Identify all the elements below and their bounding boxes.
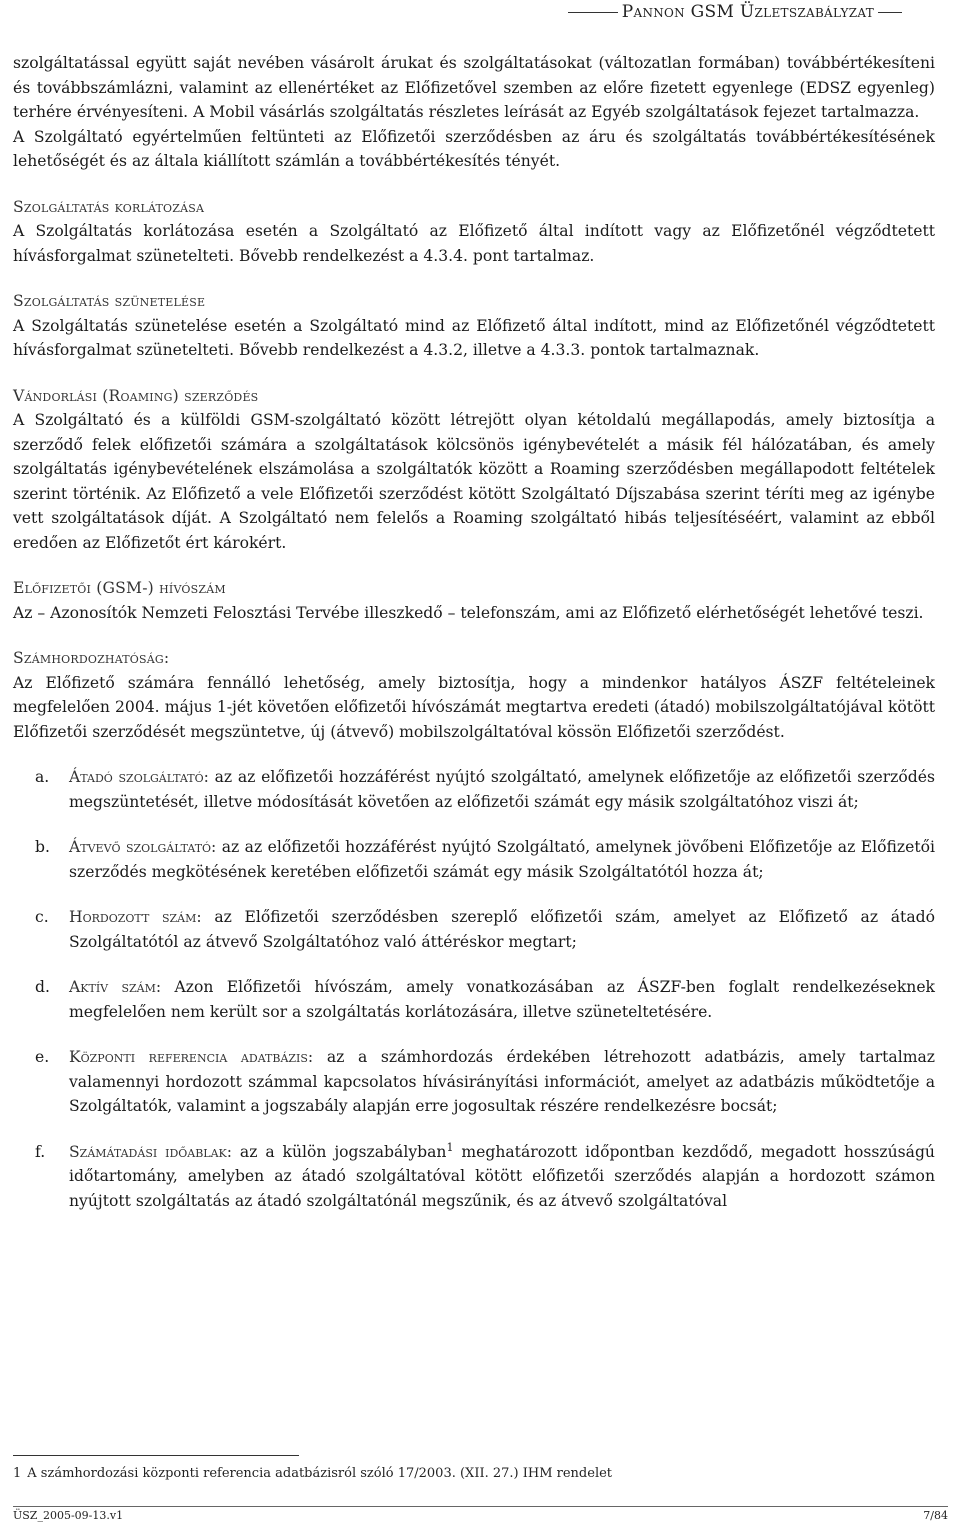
paragraph-szamhordozhatosag: Az Előfizető számára fennálló lehetőség, amely biztosítja, hogy a mindenkor hatályos ÁSZF feltételeinek megfelelően 2004. május 1-jét követően előfizetői hívószámát megtartva eredeti (átadó) mobilszolgáltatójával kötött Előfizetői szerződését megszüntetve, új (átvevő) mobilszolgáltatóval kössön Előfizetői szerződést. xyxy=(13,673,935,741)
list-item xyxy=(13,1140,935,1214)
header-rule-right xyxy=(878,12,902,13)
footnote-text: A számhordozási központi referencia adatbázisról szóló 17/2003. (XII. 27.) IHM rendelet xyxy=(27,1466,613,1481)
heading-szamhordozhatosag: Számhordozhatóság: xyxy=(13,649,170,667)
list-marker: f. xyxy=(35,1142,46,1161)
definition-term: Átvevő szolgáltató: xyxy=(69,838,217,856)
definition-text: Azon Előfizetői hívószám, amely vonatkozásában az ÁSZF-ben foglalt rendelkezéseknek megfelelően nem került sor a szolgáltatás korlátozására, illetve szüneteltetésére. xyxy=(69,978,936,1021)
header-title: Pannon GSM Üzletszabályzat xyxy=(621,2,874,22)
paragraph-roaming: A Szolgáltató és a külföldi GSM-szolgáltató között létrejött olyan kétoldalú megállapodás, amely biztosítja a szerződő felek előfizetői számára a szolgáltatások kölcsönös igénybevételét a másik fél hálózatában, és amely szolgáltatás igénybevételének elszámolása a szolgáltatók között a Roaming szerződésben megállapodott feltételek szerint történik. Az Előfizető a vele Előfizetői szerződést kötött Szolgáltató Díjszabása szerint téríti meg az igénybe vett szolgáltatások díját. A Szolgáltató nem felelős a Roaming szolgáltató hibás teljesítéséért, valamint az ebből eredően az Előfizetőt ért károkért. xyxy=(13,411,935,552)
list-marker: d. xyxy=(35,978,50,996)
paragraph-intro: szolgáltatással együtt saját nevében vásárolt árukat és szolgáltatásokat (változatlan formában) továbbértékesíteni és továbbszámlázni, valamint az ellenértéket az Előfizetővel szemben az előre fizetett egyenlege (EDSZ egyenleg) terhére érvényesíteni. A Mobil vásárlás szolgáltatás részletes leírását az Egyéb szolgáltatások fejezet tartalmazza. xyxy=(13,54,935,121)
heading-korlatozas: Szolgáltatás korlátozása xyxy=(13,197,205,216)
definition-text: az a számhordozás érdekében létrehozott adatbázis, amely tartalmaz valamennyi hordozott számmal kapcsolatos hívásirányítási információt, amelyet az adatbázis működtetője a Szolgáltatók, valamint a jogszabály alapján erre jogosultak részére rendelkezésre bocsát; xyxy=(69,1048,935,1115)
page-header xyxy=(568,2,902,22)
definition-term: Számátadási időablak: xyxy=(69,1142,233,1161)
list-marker: e. xyxy=(35,1048,50,1066)
definition-text: az az előfizetői hozzáférést nyújtó Szolgáltató, amelynek jövőbeni Előfizetője az Előfizetői szerződés megkötésének keretében előfizetői számát egy másik Szolgáltatótól hozza át; xyxy=(69,838,935,881)
definition-term: Központi referencia adatbázis: xyxy=(69,1048,314,1066)
heading-szunetelese: Szolgáltatás szünetelése xyxy=(13,292,206,310)
list-item xyxy=(13,975,935,1024)
paragraph-hivoszam: Az – Azonosítók Nemzeti Felosztási Tervébe illeszkedő – telefonszám, ami az Előfizető elérhetőségét lehetővé teszi. xyxy=(13,603,924,622)
definition-term: Aktív szám: xyxy=(69,978,162,996)
definition-text: az Előfizetői szerződésben szereplő előfizetői szám, amelyet az Előfizető az átadó Szolgáltatótól az átvevő Szolgáltatóhoz való áttéréskor megtart; xyxy=(69,908,935,951)
list-item xyxy=(13,835,935,884)
footnote-separator xyxy=(13,1455,299,1456)
paragraph-resale: A Szolgáltató egyértelműen feltünteti az Előfizetői szerződésben az áru és szolgáltatás továbbértékesítésének lehetőségét és az általa kiállított számlán a továbbértékesítés tényét. xyxy=(13,127,935,170)
definition-term: Hordozott szám: xyxy=(69,908,202,926)
list-item xyxy=(13,905,935,954)
list-marker: c. xyxy=(35,908,49,926)
footer-page-number: 7/84 xyxy=(923,1509,948,1522)
footnote-reference[interactable]: 1 xyxy=(446,1140,454,1154)
paragraph-korlatozas: A Szolgáltatás korlátozása esetén a Szolgáltató az Előfizető által indított vagy az Előfizetőnél végződtetett hívásforgalmat szünetelteti. Bővebb rendelkezést a 4.3.4. pont tartalmaz. xyxy=(13,222,935,265)
header-rule-left xyxy=(568,12,618,13)
footnote-number: 1 xyxy=(13,1466,22,1481)
heading-roaming: Vándorlási (Roaming) szerződés xyxy=(13,386,259,405)
definition-text: az az előfizetői hozzáférést nyújtó szolgáltató, amelynek előfizetője az előfizetői szerződés megszüntetését, illetve módosítását követően az előfizetői számát egy másik szolgáltatóhoz viszi át; xyxy=(69,768,935,811)
list-item xyxy=(13,765,935,814)
definition-term: Átadó szolgáltató: xyxy=(69,768,209,786)
paragraph-szunetelese: A Szolgáltatás szünetelése esetén a Szolgáltató mind az Előfizető által indított, mind az Előfizetőnél végződtetett hívásforgalmat szünetelteti. Bővebb rendelkezést a 4.3.2, illetve a 4.3.3. pontok tartalmaznak. xyxy=(13,316,935,359)
document-body xyxy=(13,51,935,1234)
footer-document-id: ÜSZ_2005-09-13.v1 xyxy=(13,1509,124,1522)
heading-hivoszam: Előfizetői (GSM-) hívószám xyxy=(13,579,226,597)
list-marker: b. xyxy=(35,838,50,856)
list-item xyxy=(13,1045,935,1119)
definition-list xyxy=(13,765,935,1213)
definition-text-continued: meghatározott időpontban kezdődő, megadott hosszúságú időtartomány, amelyben az átadó szolgáltatóval kötött előfizetői szerződés alapján a hordozott számon nyújtott szolgáltatás az átadó szolgáltatónál megszűnik, és az átvevő szolgáltatóval xyxy=(69,1142,935,1210)
footer-separator xyxy=(13,1506,948,1507)
footnote xyxy=(13,1466,612,1481)
definition-text: az a külön jogszabályban xyxy=(232,1142,447,1161)
list-marker: a. xyxy=(35,768,50,786)
